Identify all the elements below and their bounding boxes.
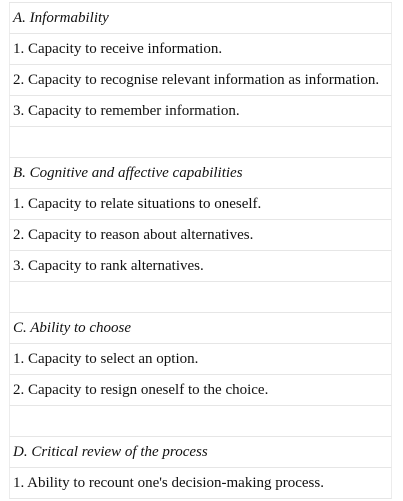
section-heading-ability-to-choose: C. Ability to choose	[9, 313, 392, 344]
spacer-row	[9, 282, 392, 313]
table-row: 1. Capacity to receive information.	[9, 34, 392, 65]
table-row: 3. Capacity to remember information.	[9, 96, 392, 127]
table-row: 3. Capacity to rank alternatives.	[9, 251, 392, 282]
capacity-table	[9, 2, 392, 499]
table-row: 2. Capacity to recognise relevant information as information.	[9, 65, 392, 96]
table-row: 1. Capacity to relate situations to oneself.	[9, 189, 392, 220]
table-row: 1. Capacity to select an option.	[9, 344, 392, 375]
table-row: 2. Capacity to reason about alternatives.	[9, 220, 392, 251]
spacer-row	[9, 406, 392, 437]
section-heading-cognitive-affective: B. Cognitive and affective capabilities	[9, 158, 392, 189]
table-row: 1. Ability to recount one's decision-making process.	[9, 468, 392, 499]
table-row: 2. Capacity to resign oneself to the choice.	[9, 375, 392, 406]
spacer-row	[9, 127, 392, 158]
section-heading-critical-review: D. Critical review of the process	[9, 437, 392, 468]
section-heading-informability: A. Informability	[9, 3, 392, 34]
